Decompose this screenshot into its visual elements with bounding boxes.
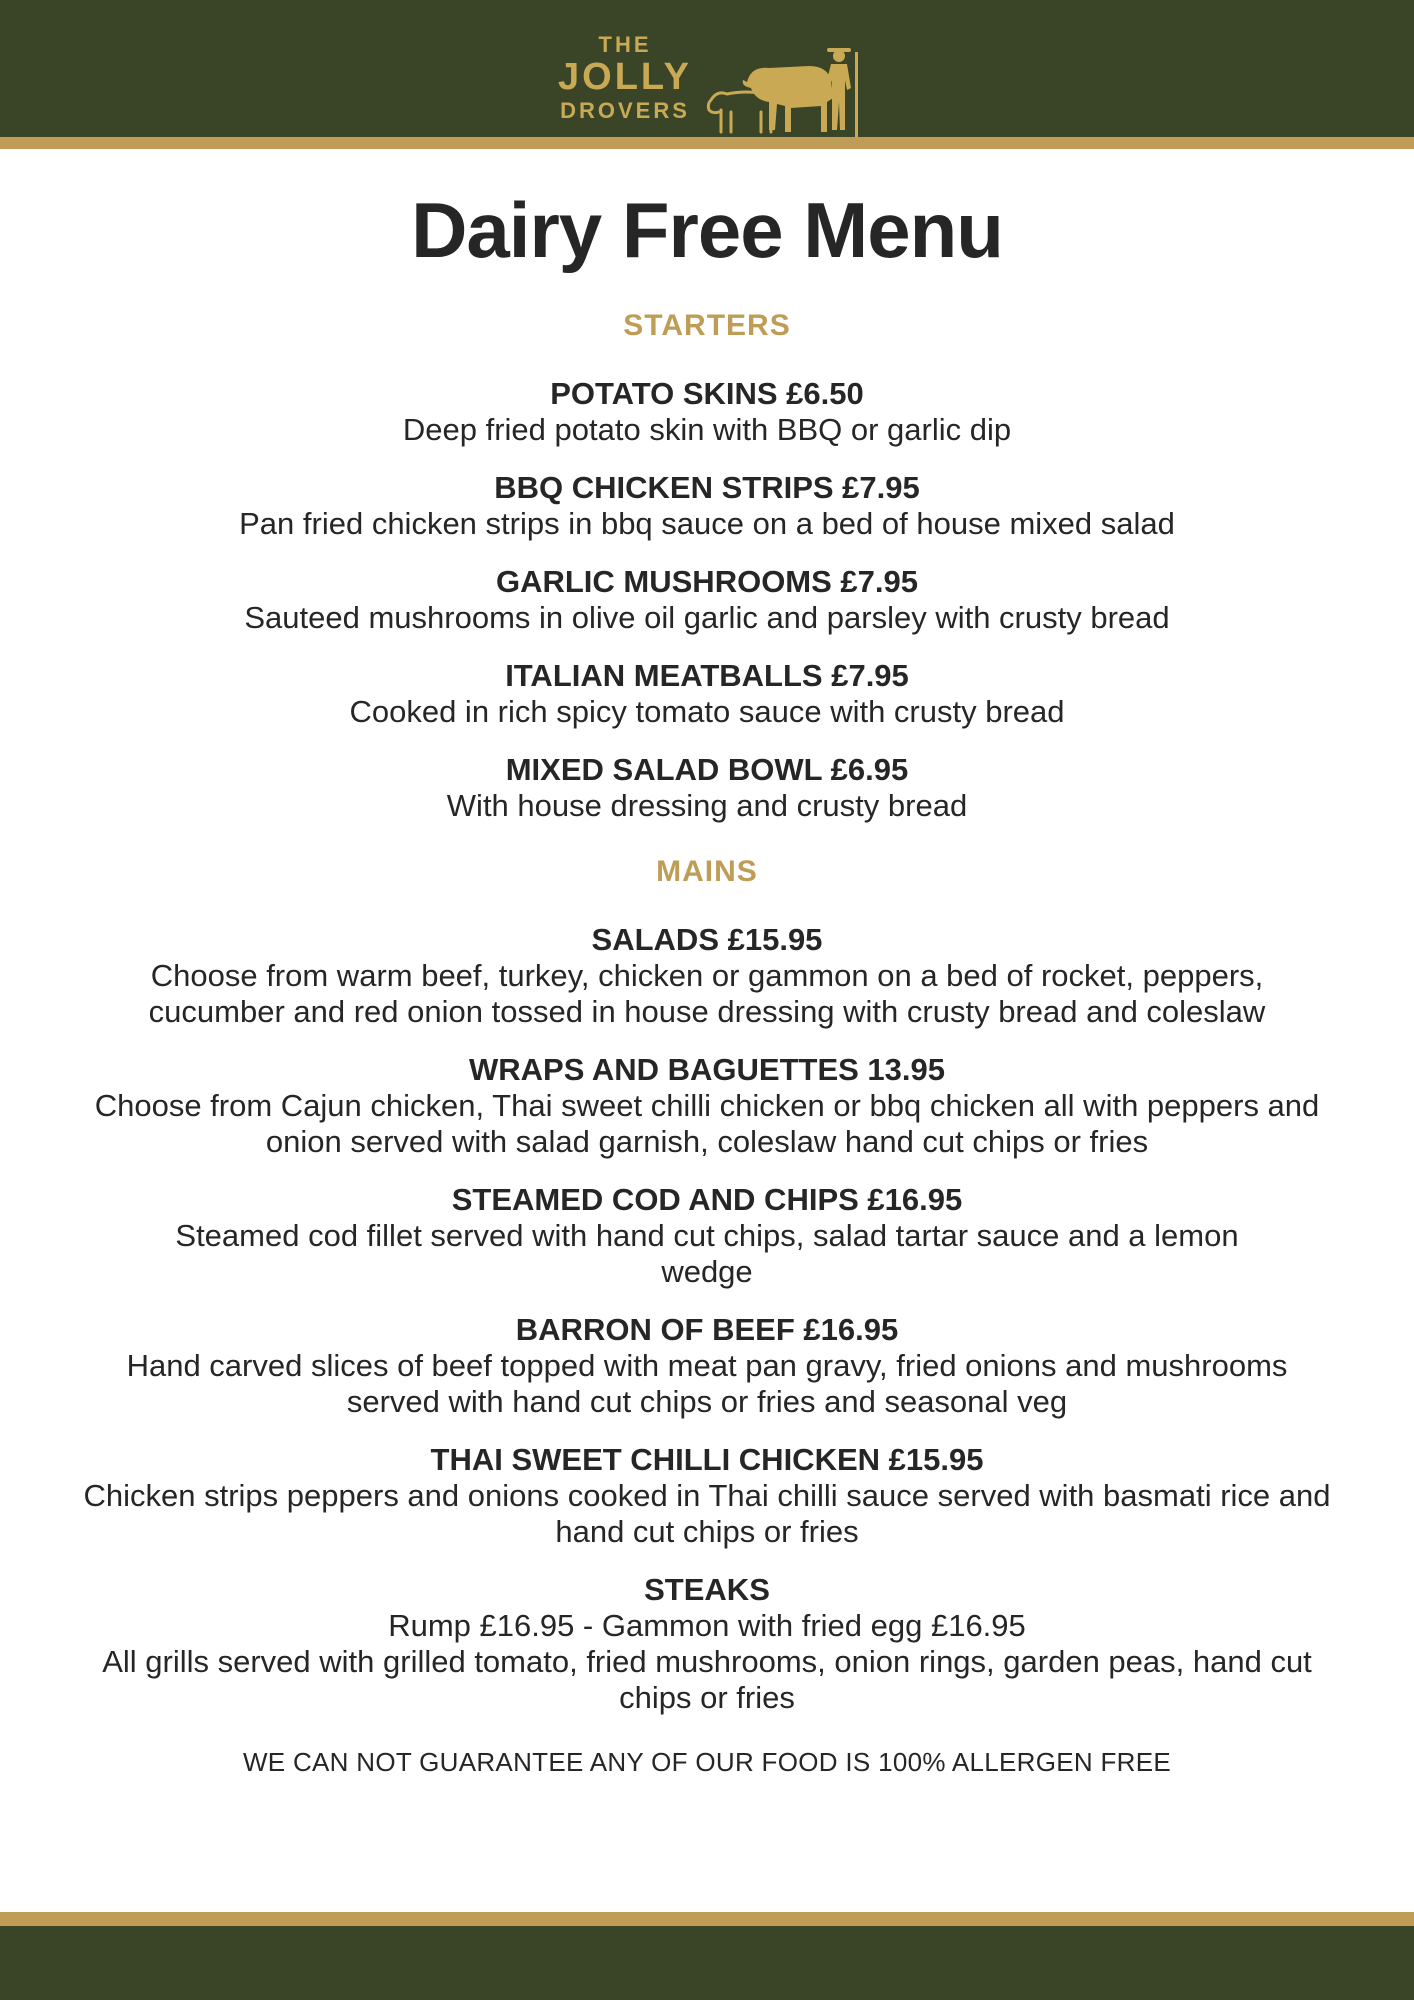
item-description-extra: All grills served with grilled tomato, fried mushrooms, onion rings, garden peas, hand cut chips or fries — [102, 1644, 1312, 1715]
item-description: Chicken strips peppers and onions cooked in Thai chilli sauce served with basmati rice and hand cut chips or fries — [83, 1478, 1331, 1549]
menu-item — [0, 1442, 1414, 1550]
menu-item — [0, 564, 1414, 636]
logo-line-the: THE — [598, 32, 652, 57]
allergen-disclaimer: WE CAN NOT GUARANTEE ANY OF OUR FOOD IS 100% ALLERGEN FREE — [242, 1747, 1172, 1777]
menu-item — [0, 1572, 1414, 1716]
item-name: STEAKS — [644, 1572, 770, 1607]
item-name: SALADS £15.95 — [591, 922, 823, 957]
item-name: BARRON OF BEEF £16.95 — [515, 1312, 899, 1347]
logo-line-drovers: DROVERS — [560, 98, 690, 123]
menu-content — [0, 180, 1414, 1778]
item-description: Steamed cod fillet served with hand cut chips, salad tartar sauce and a lemon wedge — [175, 1218, 1239, 1289]
item-description: Hand carved slices of beef topped with meat pan gravy, fried onions and mushrooms served with hand cut chips or fries and seasonal veg — [126, 1348, 1288, 1419]
item-description: Rump £16.95 - Gammon with fried egg £16.95 — [388, 1608, 1026, 1643]
cattle-and-drover-icon — [703, 42, 873, 152]
header-gold-stripe — [0, 137, 1414, 149]
header-bar — [0, 0, 1414, 137]
logo-line-jolly: JOLLY — [558, 56, 692, 98]
item-description: Sauteed mushrooms in olive oil garlic and parsley with crusty bread — [244, 600, 1170, 635]
item-description: With house dressing and crusty bread — [446, 788, 968, 823]
item-description: Choose from warm beef, turkey, chicken or gammon on a bed of rocket, peppers, cucumber and red onion tossed in house dressing with crusty bread and coleslaw — [148, 958, 1266, 1029]
item-name: MIXED SALAD BOWL £6.95 — [505, 752, 909, 787]
item-name: STEAMED COD AND CHIPS £16.95 — [451, 1182, 963, 1217]
section-heading-starters: STARTERS — [623, 309, 791, 342]
footer-bar — [0, 1926, 1414, 2000]
menu-item — [0, 752, 1414, 824]
item-name: BBQ CHICKEN STRIPS £7.95 — [494, 470, 920, 505]
menu-item — [0, 470, 1414, 542]
item-name: POTATO SKINS £6.50 — [550, 376, 864, 411]
menu-item — [0, 1312, 1414, 1420]
footer-gold-stripe — [0, 1912, 1414, 1926]
item-description: Choose from Cajun chicken, Thai sweet chilli chicken or bbq chicken all with peppers and onion served with salad garnish, coleslaw hand cut chips or fries — [94, 1088, 1320, 1159]
menu-item — [0, 922, 1414, 1030]
section-heading-mains: MAINS — [656, 855, 758, 888]
item-name: WRAPS AND BAGUETTES 13.95 — [469, 1052, 945, 1087]
item-name: THAI SWEET CHILLI CHICKEN £15.95 — [430, 1442, 984, 1477]
menu-item — [0, 376, 1414, 448]
item-description: Cooked in rich spicy tomato sauce with crusty bread — [349, 694, 1065, 729]
jolly-drovers-logo — [555, 28, 875, 128]
item-description: Pan fried chicken strips in bbq sauce on a bed of house mixed salad — [239, 506, 1175, 541]
page-title: Dairy Free Menu — [411, 186, 1003, 274]
menu-item — [0, 1182, 1414, 1290]
menu-item — [0, 658, 1414, 730]
logo-text — [555, 28, 695, 128]
item-name: ITALIAN MEATBALLS £7.95 — [505, 658, 909, 693]
menu-item — [0, 1052, 1414, 1160]
item-description: Deep fried potato skin with BBQ or garlic dip — [402, 412, 1012, 447]
item-name: GARLIC MUSHROOMS £7.95 — [495, 564, 918, 599]
